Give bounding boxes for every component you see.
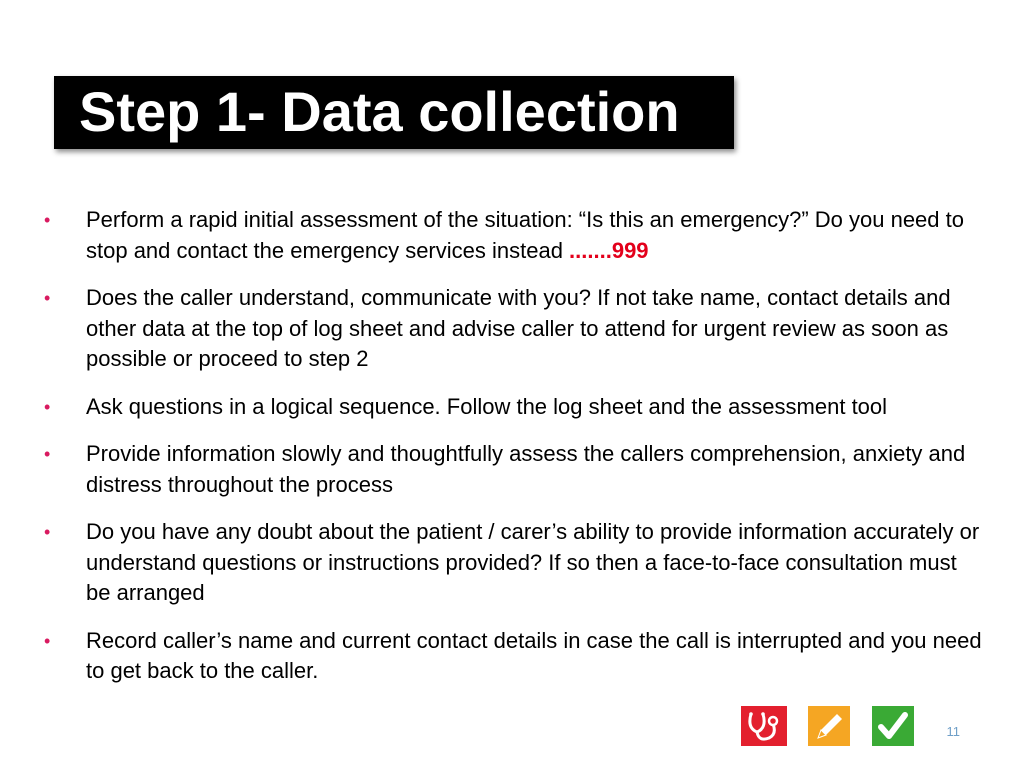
bullet-text: Do you have any doubt about the patient / carer’s ability to provide information accurately or understand questions or instructions provided? If so then a face-to-face consultation must be arranged [86,519,980,605]
bullet-item [44,439,984,500]
bullet-text: Ask questions in a logical sequence. Follow the log sheet and the assessment tool [86,393,888,419]
slide-title: Step 1- Data collection [79,80,680,143]
bullet-marker: • [44,522,51,542]
checkmark-icon [872,706,912,746]
bullet-text: Record caller’s name and current contact details in case the call is interrupted and you need to get back to the caller. [86,627,982,683]
bullet-marker: • [44,630,51,651]
bullet-marker: • [44,210,51,230]
pen-icon [808,706,848,746]
title-banner [54,76,734,149]
bullet-item [44,283,984,375]
page-number: 11 [946,724,960,739]
bullet-marker: • [44,396,51,417]
emergency-number: .......999 [569,237,649,263]
bullet-item [44,205,984,266]
bullet-text: Perform a rapid initial assessment of the situation: “Is this an emergency?” Do you need to stop and contact the emergency services instead [86,207,964,263]
bullet-item [44,517,984,609]
bullet-text: Does the caller understand, communicate with you? If not take name, contact details and other data at the top of log sheet and advise caller to attend for urgent review as soon as possible or proceed to step 2 [86,285,951,371]
bullet-marker: • [44,444,51,464]
bullet-list [44,205,984,704]
bullet-item [44,626,984,687]
bullet-item [44,392,984,423]
stethoscope-icon [741,706,781,746]
bullet-marker: • [44,288,51,308]
bullet-text: Provide information slowly and thoughtfully assess the callers comprehension, anxiety and distress throughout the process [86,441,966,497]
